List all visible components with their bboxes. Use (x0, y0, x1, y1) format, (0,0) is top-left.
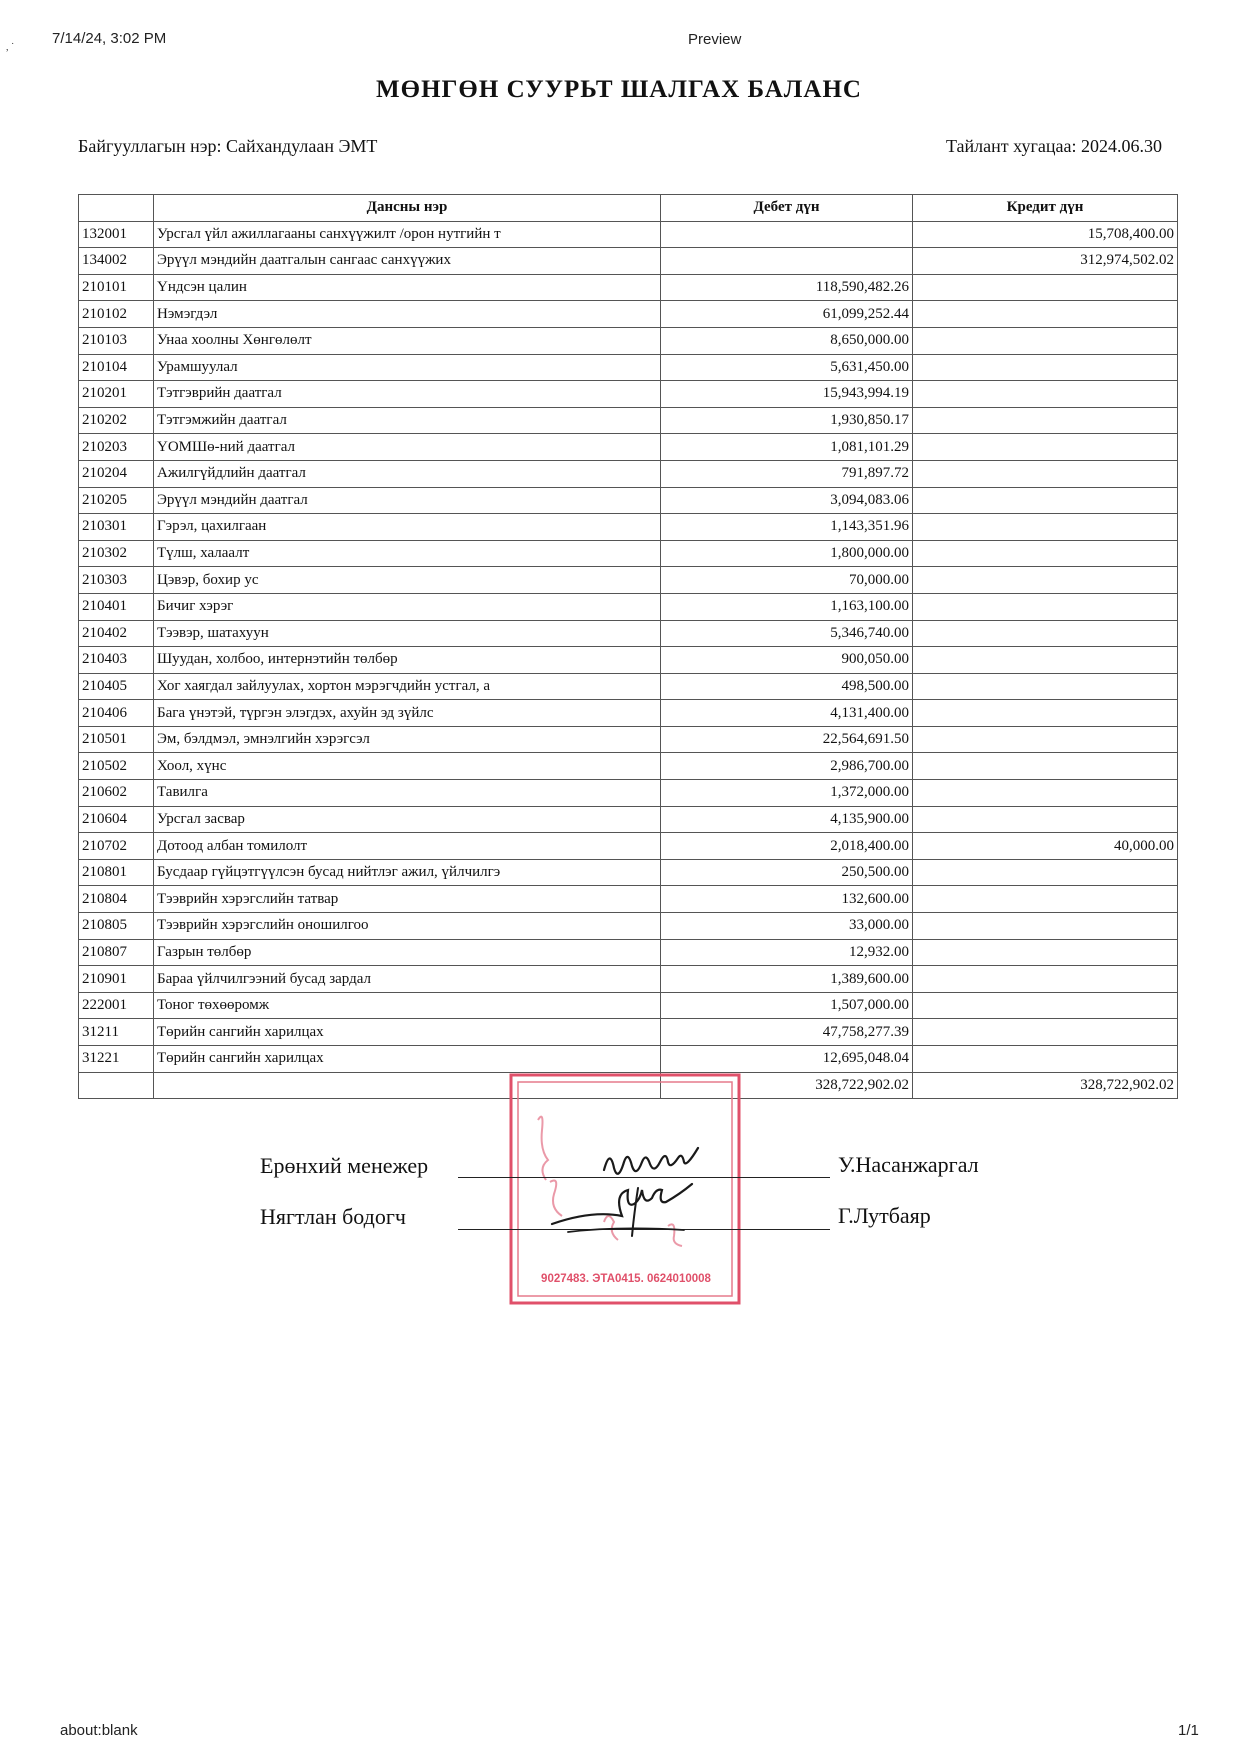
table-row (79, 301, 1178, 328)
account-code: 210501 (79, 726, 154, 753)
account-code: 210204 (79, 460, 154, 487)
credit-amount (913, 859, 1178, 886)
account-name: Урсгал үйл ажиллагааны санхүүжилт /орон нутгийн т (154, 221, 661, 248)
debit-amount: 132,600.00 (661, 886, 913, 913)
account-name: Эрүүл мэндийн даатгал (154, 487, 661, 514)
account-code: 210103 (79, 327, 154, 354)
account-code: 134002 (79, 248, 154, 275)
account-name: Хоол, хүнс (154, 753, 661, 780)
account-code: 210502 (79, 753, 154, 780)
table-row (79, 806, 1178, 833)
credit-amount (913, 966, 1178, 993)
account-name: Бусдаар гүйцэтгүүлсэн бусад нийтлэг ажил, үйлчилгэ (154, 859, 661, 886)
account-code: 210604 (79, 806, 154, 833)
account-name: Урамшуулал (154, 354, 661, 381)
account-name: Үндсэн цалин (154, 274, 661, 301)
table-row (79, 460, 1178, 487)
debit-amount: 1,389,600.00 (661, 966, 913, 993)
account-code: 210602 (79, 780, 154, 807)
totals-code-cell (79, 1072, 154, 1099)
table-row (79, 753, 1178, 780)
account-code: 210202 (79, 407, 154, 434)
header-account-name: Дансны нэр (154, 195, 661, 222)
table-row (79, 700, 1178, 727)
account-code: 210101 (79, 274, 154, 301)
debit-amount: 4,135,900.00 (661, 806, 913, 833)
table-row (79, 833, 1178, 860)
account-name: Эрүүл мэндийн даатгалын сангаас санхүүжих (154, 248, 661, 275)
account-code: 210302 (79, 540, 154, 567)
account-code: 210402 (79, 620, 154, 647)
table-row (79, 434, 1178, 461)
account-name: Хог хаягдал зайлуулах, хортон мэрэгчдийн устгал, а (154, 673, 661, 700)
header-code (79, 195, 154, 222)
credit-amount (913, 992, 1178, 1019)
debit-amount: 250,500.00 (661, 859, 913, 886)
organization-name: Байгууллагын нэр: Сайхандулаан ЭМТ (78, 136, 378, 156)
accountant-name: Г.Лутбаяр (838, 1203, 931, 1228)
account-code: 210205 (79, 487, 154, 514)
manager-name: У.Насанжаргал (838, 1152, 979, 1177)
account-code: 210405 (79, 673, 154, 700)
account-code: 210201 (79, 381, 154, 408)
credit-amount (913, 327, 1178, 354)
manager-signature (598, 1140, 718, 1182)
account-name: Нэмэгдэл (154, 301, 661, 328)
account-code: 210303 (79, 567, 154, 594)
header-debit: Дебет дүн (661, 195, 913, 222)
table-row (79, 221, 1178, 248)
table-row (79, 1019, 1178, 1046)
print-datetime: 7/14/24, 3:02 PM (52, 30, 167, 47)
table-row (79, 726, 1178, 753)
credit-amount (913, 460, 1178, 487)
accountant-signature (548, 1180, 708, 1244)
table-row (79, 620, 1178, 647)
account-name: Тээвэр, шатахуун (154, 620, 661, 647)
debit-amount: 1,081,101.29 (661, 434, 913, 461)
debit-amount: 2,018,400.00 (661, 833, 913, 860)
debit-amount: 118,590,482.26 (661, 274, 913, 301)
account-code: 31211 (79, 1019, 154, 1046)
account-code: 210406 (79, 700, 154, 727)
print-preview-label: Preview (688, 31, 742, 48)
debit-amount: 12,695,048.04 (661, 1046, 913, 1073)
reporting-period: Тайлант хугацаа: 2024.06.30 (946, 136, 1162, 156)
table-row (79, 327, 1178, 354)
credit-amount (913, 514, 1178, 541)
debit-amount: 33,000.00 (661, 913, 913, 940)
account-name: Тоног төхөөромж (154, 992, 661, 1019)
account-name: Тавилга (154, 780, 661, 807)
scan-marks: , ˙ (6, 42, 15, 53)
credit-amount (913, 673, 1178, 700)
account-name: Дотоод албан томилолт (154, 833, 661, 860)
credit-amount (913, 381, 1178, 408)
credit-amount (913, 726, 1178, 753)
account-code: 210301 (79, 514, 154, 541)
table-row (79, 593, 1178, 620)
debit-amount (661, 248, 913, 275)
debit-amount (661, 221, 913, 248)
account-code: 210901 (79, 966, 154, 993)
debit-amount: 900,050.00 (661, 647, 913, 674)
credit-amount (913, 301, 1178, 328)
total-credit: 328,722,902.02 (913, 1072, 1178, 1099)
account-code: 210702 (79, 833, 154, 860)
table-row (79, 1046, 1178, 1073)
credit-amount (913, 567, 1178, 594)
credit-amount (913, 700, 1178, 727)
account-code: 210104 (79, 354, 154, 381)
account-code: 210805 (79, 913, 154, 940)
table-row (79, 567, 1178, 594)
table-row (79, 381, 1178, 408)
account-name: Цэвэр, бохир ус (154, 567, 661, 594)
account-name: Эм, бэлдмэл, эмнэлгийн хэрэгсэл (154, 726, 661, 753)
debit-amount: 791,897.72 (661, 460, 913, 487)
account-code: 210401 (79, 593, 154, 620)
credit-amount (913, 620, 1178, 647)
account-code: 210807 (79, 939, 154, 966)
debit-amount: 61,099,252.44 (661, 301, 913, 328)
credit-amount (913, 593, 1178, 620)
account-code: 132001 (79, 221, 154, 248)
account-code: 210102 (79, 301, 154, 328)
credit-amount: 40,000.00 (913, 833, 1178, 860)
account-name: Шуудан, холбоо, интернэтийн төлбөр (154, 647, 661, 674)
table-row (79, 514, 1178, 541)
account-name: Бага үнэтэй, түргэн элэгдэх, ахуйн эд зүйлс (154, 700, 661, 727)
credit-amount (913, 780, 1178, 807)
table-row (79, 487, 1178, 514)
debit-amount: 22,564,691.50 (661, 726, 913, 753)
table-row (79, 540, 1178, 567)
debit-amount: 1,930,850.17 (661, 407, 913, 434)
table-row (79, 354, 1178, 381)
account-code: 210403 (79, 647, 154, 674)
table-row (79, 992, 1178, 1019)
table-row (79, 274, 1178, 301)
credit-amount: 15,708,400.00 (913, 221, 1178, 248)
debit-amount: 1,507,000.00 (661, 992, 913, 1019)
credit-amount (913, 1019, 1178, 1046)
table-row (79, 647, 1178, 674)
total-debit: 328,722,902.02 (661, 1072, 913, 1099)
debit-amount: 1,163,100.00 (661, 593, 913, 620)
table-row (79, 913, 1178, 940)
account-name: Гэрэл, цахилгаан (154, 514, 661, 541)
debit-amount: 5,346,740.00 (661, 620, 913, 647)
credit-amount (913, 913, 1178, 940)
account-name: Тэтгэмжийн даатгал (154, 407, 661, 434)
credit-amount (913, 487, 1178, 514)
debit-amount: 1,800,000.00 (661, 540, 913, 567)
header-credit: Кредит дүн (913, 195, 1178, 222)
account-name: Унаа хоолны Хөнгөлөлт (154, 327, 661, 354)
debit-amount: 12,932.00 (661, 939, 913, 966)
credit-amount (913, 407, 1178, 434)
debit-amount: 15,943,994.19 (661, 381, 913, 408)
manager-title: Ерөнхий менежер (260, 1153, 429, 1178)
account-name: Төрийн сангийн харилцах (154, 1019, 661, 1046)
credit-amount (913, 540, 1178, 567)
debit-amount: 1,143,351.96 (661, 514, 913, 541)
debit-amount: 498,500.00 (661, 673, 913, 700)
credit-amount (913, 753, 1178, 780)
page-title: МӨНГӨН СУУРЬТ ШАЛГАХ БАЛАНС (376, 76, 862, 103)
debit-amount: 47,758,277.39 (661, 1019, 913, 1046)
debit-amount: 4,131,400.00 (661, 700, 913, 727)
credit-amount (913, 939, 1178, 966)
debit-amount: 70,000.00 (661, 567, 913, 594)
account-name: Түлш, халаалт (154, 540, 661, 567)
table-row (79, 859, 1178, 886)
credit-amount (913, 806, 1178, 833)
print-page-number: 1/1 (1178, 1722, 1199, 1739)
account-code: 31221 (79, 1046, 154, 1073)
print-footer-url: about:blank (60, 1722, 138, 1739)
account-code: 210801 (79, 859, 154, 886)
account-name: Бичиг хэрэг (154, 593, 661, 620)
table-row (79, 939, 1178, 966)
table-row (79, 248, 1178, 275)
trial-balance-table (78, 194, 1178, 1099)
credit-amount: 312,974,502.02 (913, 248, 1178, 275)
table-header-row (79, 195, 1178, 222)
account-name: ҮОМШө-ний даатгал (154, 434, 661, 461)
credit-amount (913, 647, 1178, 674)
debit-amount: 3,094,083.06 (661, 487, 913, 514)
account-name: Ажилгүйдлийн даатгал (154, 460, 661, 487)
account-code: 210804 (79, 886, 154, 913)
account-name: Тээврийн хэрэгслийн оношилгоо (154, 913, 661, 940)
credit-amount (913, 354, 1178, 381)
table-row (79, 966, 1178, 993)
table-row (79, 407, 1178, 434)
account-code: 222001 (79, 992, 154, 1019)
account-code: 210203 (79, 434, 154, 461)
credit-amount (913, 886, 1178, 913)
accountant-title: Нягтлан бодогч (260, 1204, 406, 1229)
debit-amount: 1,372,000.00 (661, 780, 913, 807)
stamp-code: 9027483. ЭТА0415. 0624010008 (541, 1273, 711, 1285)
debit-amount: 2,986,700.00 (661, 753, 913, 780)
account-name: Тээврийн хэрэгслийн татвар (154, 886, 661, 913)
table-row (79, 673, 1178, 700)
debit-amount: 5,631,450.00 (661, 354, 913, 381)
account-name: Бараа үйлчилгээний бусад зардал (154, 966, 661, 993)
account-name: Урсгал засвар (154, 806, 661, 833)
account-name: Газрын төлбөр (154, 939, 661, 966)
credit-amount (913, 274, 1178, 301)
table-row (79, 780, 1178, 807)
account-name: Төрийн сангийн харилцах (154, 1046, 661, 1073)
account-name: Тэтгэврийн даатгал (154, 381, 661, 408)
credit-amount (913, 434, 1178, 461)
debit-amount: 8,650,000.00 (661, 327, 913, 354)
credit-amount (913, 1046, 1178, 1073)
table-row (79, 886, 1178, 913)
